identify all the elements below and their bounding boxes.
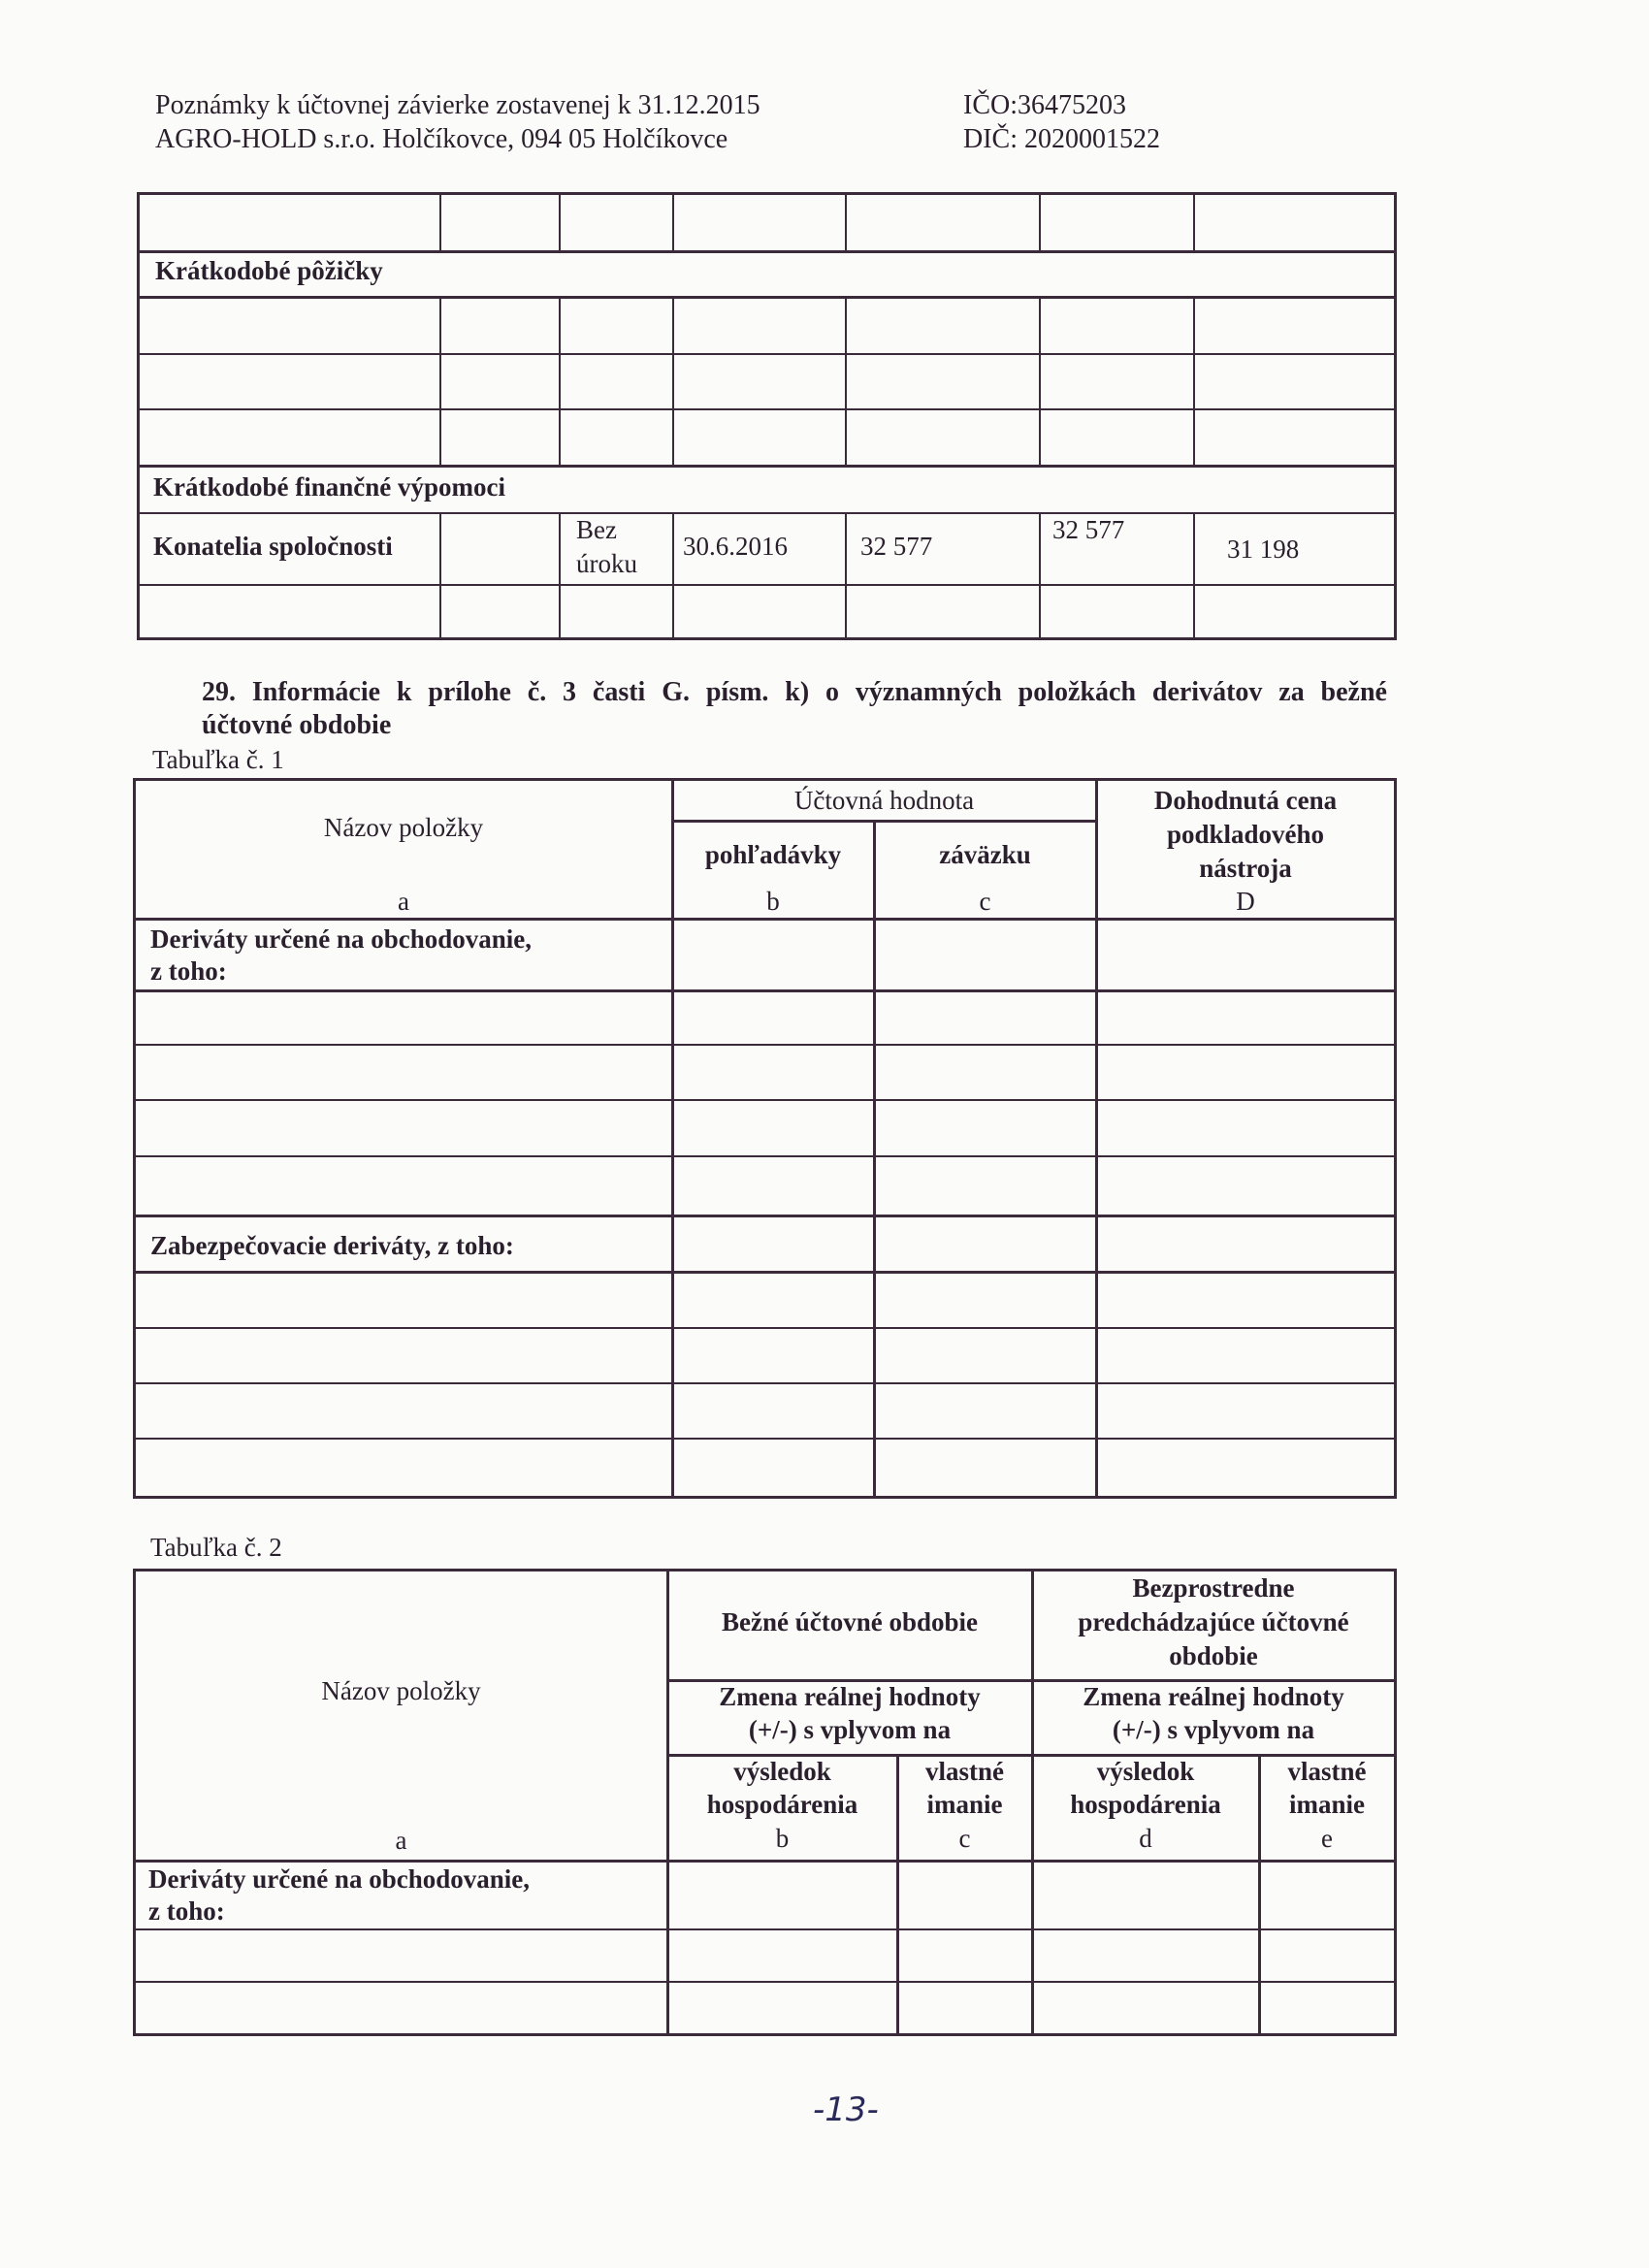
table2-caption: Tabuľka č. 2 (150, 1533, 282, 1562)
header-company-notes: Poznámky k účtovnej závierke zostavenej k 31.12.2015 (155, 90, 760, 120)
table2-row-trading-line2: z toho: (148, 1896, 225, 1926)
table1-col-price-line2: podkladového (1166, 820, 1325, 849)
loan-row-name: Konatelia spoločnosti (153, 532, 393, 561)
table2-result-b-line2: hospodárenia (706, 1790, 858, 1819)
table2-row-trading-line1: Deriváty určené na obchodovanie, (148, 1864, 530, 1894)
loan-row-due-date: 30.6.2016 (683, 532, 788, 561)
table1-col-name-letter: a (398, 887, 409, 916)
loan-row-value1: 32 577 (860, 532, 933, 561)
table1-col-name: Názov položky (323, 813, 484, 842)
table2-current-period: Bežné účtovné obdobie (721, 1607, 978, 1636)
loan-row-interest-line1: Bez (576, 515, 617, 544)
table2-fv-change-prev-line1: Zmena reálnej hodnoty (1083, 1682, 1344, 1711)
table1-col-price-letter: D (1236, 887, 1255, 916)
table2-col-name-letter: a (395, 1826, 407, 1855)
table2-equity-e-line2: imanie (1289, 1790, 1365, 1819)
table2-letter-e: e (1321, 1824, 1333, 1853)
page-number: -13- (813, 2090, 879, 2129)
table2-fv-change-current-line2: (+/-) s vplyvom na (748, 1715, 952, 1744)
table2-result-b-line1: výsledok (733, 1757, 831, 1786)
table1-col-receivables-letter: b (766, 887, 780, 916)
table1-col-liabilities-letter: c (979, 887, 991, 916)
table1-row-trading-line1: Deriváty určené na obchodovanie, (150, 924, 532, 954)
loan-row-interest-line2: úroku (576, 549, 637, 578)
table1-col-price-line1: Dohodnutá cena (1153, 786, 1338, 815)
table2-fv-change-current-line1: Zmena reálnej hodnoty (719, 1682, 981, 1711)
table1-caption: Tabuľka č. 1 (152, 745, 284, 774)
table1-row-hedging: Zabezpečovacie deriváty, z toho: (150, 1231, 514, 1260)
table1-col-liabilities: záväzku (939, 840, 1031, 869)
table2-prev-period-line3: obdobie (1169, 1641, 1258, 1670)
table1-group-header: Účtovná hodnota (793, 786, 975, 815)
header-company-address: AGRO-HOLD s.r.o. Holčíkovce, 094 05 Holčíkovce (155, 124, 728, 154)
header-ico: IČO:36475203 (963, 90, 1126, 120)
short-term-loans-label: Krátkodobé pôžičky (155, 256, 383, 285)
table2-equity-c-line2: imanie (926, 1790, 1003, 1819)
section-29-title: 29. Informácie k prílohe č. 3 časti G. písm. k) o významných položkách derivátov za bežné (202, 677, 1387, 707)
section-29-title-cont: účtovné obdobie (202, 710, 392, 740)
table1-col-price-line3: nástroja (1199, 854, 1292, 883)
table2-result-d-line1: výsledok (1096, 1757, 1195, 1786)
table1-col-receivables: pohľadávky (704, 840, 842, 869)
table2-col-name: Názov položky (321, 1676, 481, 1705)
loan-row-value3: 31 198 (1227, 535, 1300, 564)
table2-result-d-line2: hospodárenia (1070, 1790, 1221, 1819)
header-dic: DIČ: 2020001522 (963, 124, 1160, 154)
loan-row-value2: 32 577 (1052, 515, 1125, 544)
table2-prev-period-line1: Bezprostredne (1132, 1573, 1295, 1603)
table1-row-trading-line2: z toho: (150, 956, 227, 986)
table2-letter-c: c (958, 1824, 971, 1853)
table2-prev-period-line2: predchádzajúce účtovné (1078, 1607, 1349, 1636)
table2-equity-c-line1: vlastné (925, 1757, 1004, 1786)
table2-equity-e-line1: vlastné (1287, 1757, 1367, 1786)
table2-letter-d: d (1139, 1824, 1152, 1853)
short-term-assistance-label: Krátkodobé finančné výpomoci (153, 472, 506, 502)
table2-letter-b: b (775, 1824, 790, 1853)
table2-fv-change-prev-line2: (+/-) s vplyvom na (1112, 1715, 1315, 1744)
